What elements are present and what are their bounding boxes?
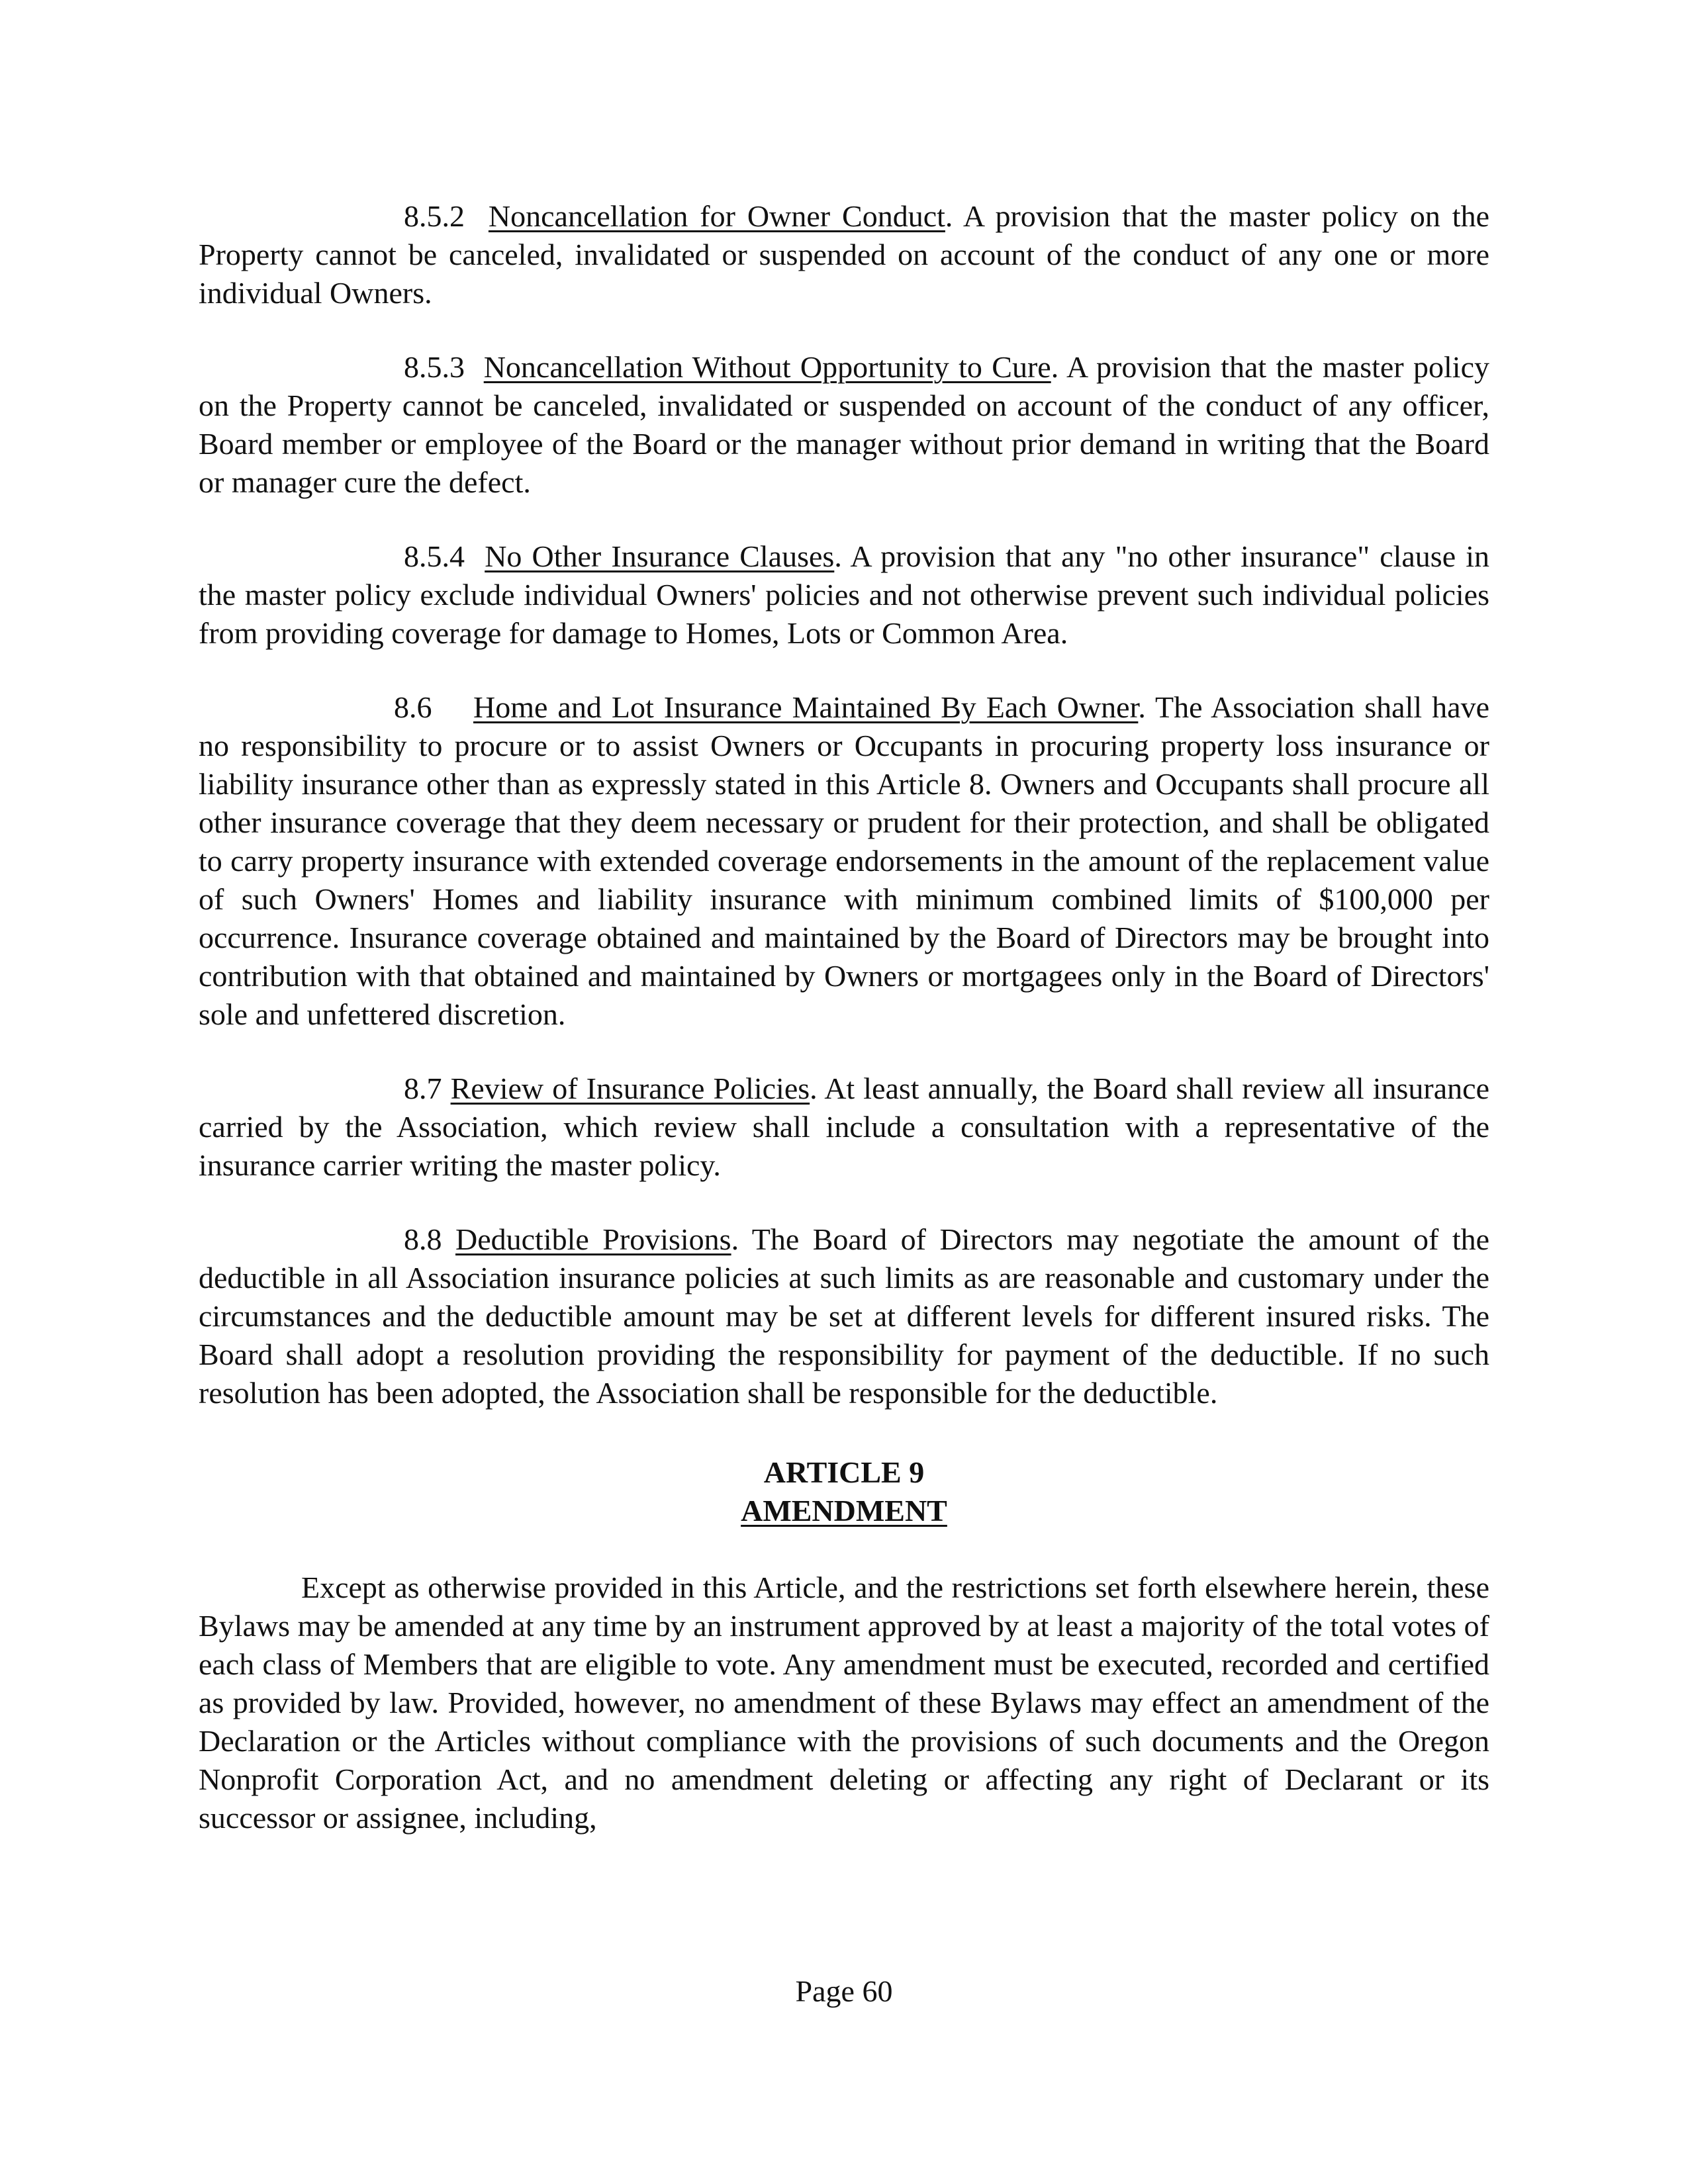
section-heading: Review of Insurance Policies: [450, 1071, 810, 1105]
article-heading: [199, 1453, 1489, 1530]
section-8-5-3: [199, 348, 1489, 502]
section-8-8: [199, 1220, 1489, 1412]
section-number: 8.5.4: [404, 539, 465, 573]
section-text: . The Board of Directors may negotiate the amount of the deductible in all Association insurance policies at such limits as are reasonable and customary under the circumstances and the deductible amount may be set at different levels for different insured risks. The Board shall adopt a resolution providing the responsibility for payment of the deductible. If no such resolution has been adopted, the Association shall be responsible for the deductible.: [199, 1222, 1490, 1410]
article-9-body: Except as otherwise provided in this Article, and the restrictions set forth elsewhere herein, these Bylaws may be amended at any time by an instrument approved by at least a majority of the total votes of each class of Members that are eligible to vote. Any amendment must be executed, recorded and certified as provided by law. Provided, however, no amendment of these Bylaws may effect an amendment of the Declaration or the Articles without compliance with the provisions of such documents and the Oregon Nonprofit Corporation Act, and no amendment deleting or affecting any right of Declarant or its successor or assignee, including,: [199, 1570, 1489, 1835]
section-number: 8.8: [404, 1222, 442, 1256]
section-heading: Noncancellation for Owner Conduct: [488, 199, 945, 233]
section-text: . At least annually, the Board shall review all insurance carried by the Association, which review shall include a consultation with a representative of the insurance carrier writing the master policy.: [199, 1071, 1489, 1182]
section-text: . A provision that the master policy on the Property cannot be canceled, invalidated or suspended on account of the conduct of any officer, Board member or employee of the Board or the manager without prior demand in writing that the Board or manager cure the defect.: [199, 350, 1489, 499]
article-label: ARTICLE 9: [763, 1455, 925, 1489]
section-heading: Home and Lot Insurance Maintained By Each Owner: [473, 690, 1139, 724]
section-number: 8.5.3: [404, 350, 465, 384]
section-8-5-4: [199, 537, 1489, 653]
article-title: AMENDMENT: [741, 1494, 947, 1527]
section-number: 8.7: [404, 1071, 442, 1105]
section-heading: No Other Insurance Clauses: [485, 539, 835, 573]
section-8-7: [199, 1069, 1489, 1185]
section-number: 8.5.2: [404, 199, 465, 233]
section-8-6: [199, 688, 1489, 1034]
section-number: 8.6: [394, 690, 432, 724]
section-text: . The Association shall have no responsibility to procure or to assist Owners or Occupants in procuring property loss insurance or liability insurance other than as expressly stated in this Article 8. Owners and Occupants shall procure all other insurance coverage that they deem necessary or prudent for their protection, and shall be obligated to carry property insurance with extended coverage endorsements in the amount of the replacement value of such Owners' Homes and liability insurance with minimum combined limits of $100,000 per occurrence. Insurance coverage obtained and maintained by the Board of Directors may be brought into contribution with that obtained and maintained by Owners or mortgagees only in the Board of Directors' sole and unfettered discretion.: [199, 690, 1489, 1031]
document-page: [199, 197, 1489, 1837]
page-number: Page 60: [795, 1974, 893, 2008]
section-heading: Deductible Provisions: [455, 1222, 731, 1256]
section-text: . A provision that any "no other insurance" clause in the master policy exclude individual Owners' policies and not otherwise prevent such individual policies from providing coverage for damage to Homes, Lots or Common Area.: [199, 539, 1489, 650]
section-heading: Noncancellation Without Opportunity to Cure: [483, 350, 1051, 384]
section-8-5-2: [199, 197, 1489, 312]
section-text: . A provision that the master policy on the Property cannot be canceled, invalidated or suspended on account of the conduct of any one or more individual Owners.: [199, 199, 1489, 310]
